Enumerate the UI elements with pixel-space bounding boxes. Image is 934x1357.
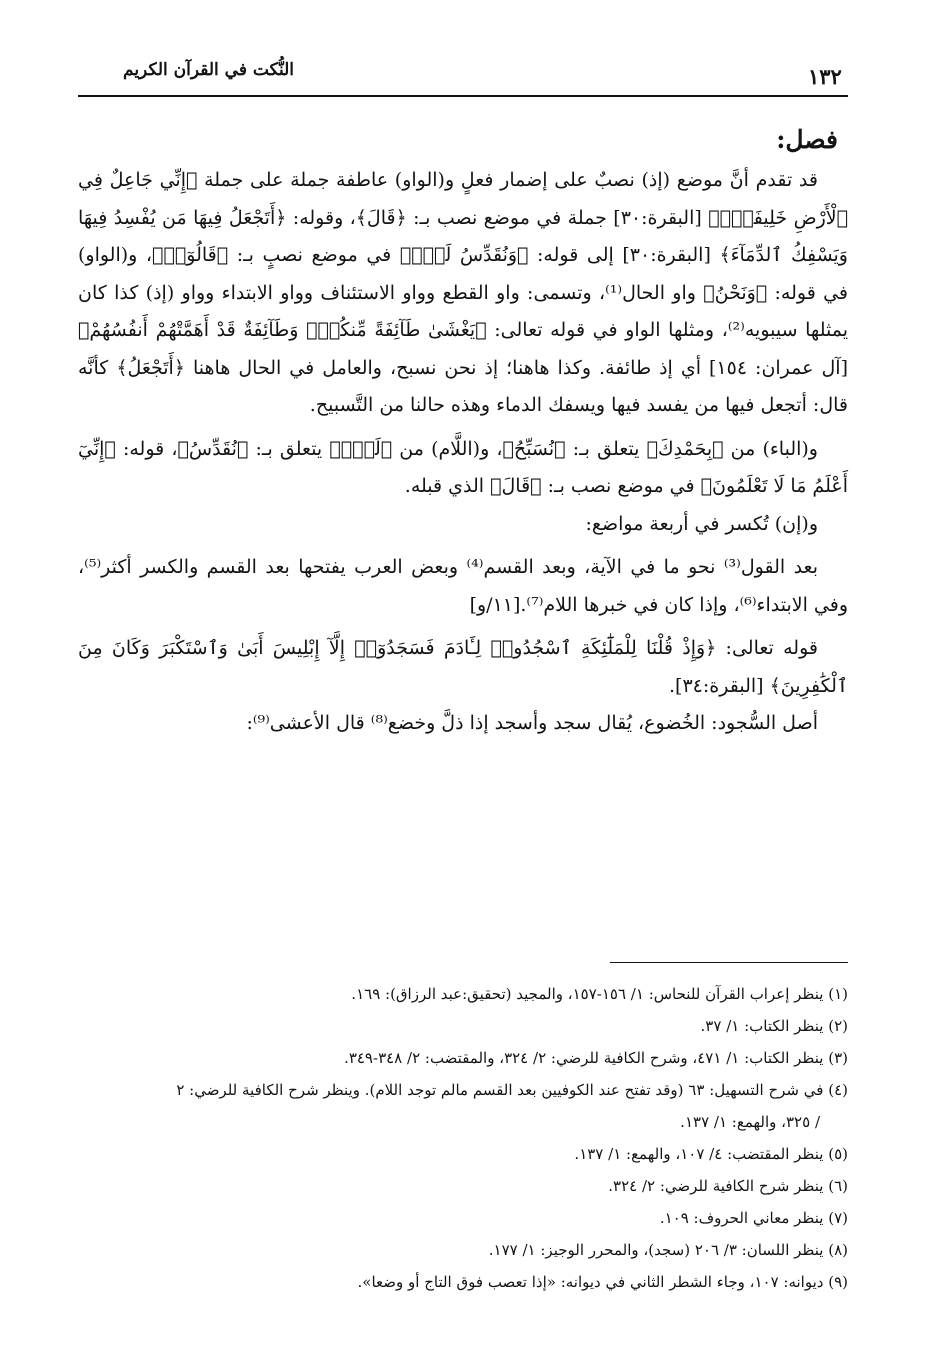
- footnote-text: ينظر شرح الكافية للرضي: ٢/ ٣٢٤.: [608, 1177, 824, 1195]
- footnote-7: [78, 1202, 848, 1234]
- footnotes: [78, 978, 848, 1298]
- footnote-number: (٥): [828, 1145, 848, 1163]
- paragraph-6: أصل السُّجود: الخُضوع، يُقال سجد وأسجد إذا ذلَّ وخضع⁽⁸⁾ قال الأعشى⁽⁹⁾:: [246, 712, 818, 734]
- footnote-number: (٣): [828, 1049, 848, 1067]
- footnote-text: ينظر معاني الحروف: ١٠٩.: [659, 1209, 824, 1227]
- footnote-number: (٩): [828, 1273, 848, 1291]
- footnote-number: (٦): [828, 1177, 848, 1195]
- footnote-9: [78, 1266, 848, 1298]
- footnote-3: [78, 1042, 848, 1074]
- footnote-1: [78, 978, 848, 1010]
- footnote-number: (٨): [828, 1241, 848, 1259]
- footnote-2: [78, 1010, 848, 1042]
- footnote-text: ديوانه: ١٠٧، وجاء الشطر الثاني في ديوانه: «إذا تعصب فوق التاج أو وضعا».: [357, 1273, 824, 1291]
- footnote-5: [78, 1138, 848, 1170]
- paragraph-2: و(الباء) من ﴿بِحَمْدِكَ﴾ يتعلق بـ: ﴿نُسَبِّحُ﴾، و(اللَّام) من ﴿لَكَۖ﴾ يتعلق بـ: ﴿نُقَدِّسُ﴾، قوله: ﴿إِنِّيٓ أَعْلَمُ مَا لَا تَعْلَمُونَ﴾ في موضع نصب بـ: ﴿قَالَ﴾ الذي قبله.: [78, 437, 848, 497]
- footnote-4: [78, 1074, 848, 1106]
- section-heading: فصل:: [776, 125, 838, 154]
- running-header-title: النُّكت في القرآن الكريم: [123, 60, 294, 80]
- paragraph-1: قد تقدم أنَّ موضع (إذ) نصبٌ على إضمار فعلٍ و(الواو) عاطفة جملة على جملة ﴿إِنِّي جَاعِلٌ فِي ٱلْأَرْضِ خَلِيفَةًۖ﴾ [البقرة:٣٠] جملة في موضع نصب بـ: ﴿قَالَ﴾، وقوله: ﴿أَتَجْعَلُ فِيهَا مَن يُفْسِدُ فِيهَا وَيَسْفِكُ ٱلدِّمَآءَ﴾ [البقرة:٣٠] إلى قوله: ﴿وَنُقَدِّسُ لَكَۖ﴾ في موضع نصبٍ بـ: ﴿قَالُوٓا۟﴾، و(الواو) في قوله: ﴿وَنَحْنُ﴾ واو الحال⁽¹⁾، وتسمى: واو القطع وواو الاستئناف وواو الابتداء وواو (إذ) كذا كان يمثلها سيبويه⁽²⁾، ومثلها الواو في قوله تعالى: ﴿يَغْشَىٰ طَآئِفَةً مِّنكُمْۖ وَطَآئِفَةٌ قَدْ أَهَمَّتْهُمْ أَنفُسُهُمْ﴾ [آل عمران: ١٥٤] أي إذ طائفة. وكذا هاهنا؛ إذ نحن نسبح، والعامل في الحال هاهنا ﴿أَتَجْعَلُ﴾ كأنَّه قال: أتجعل فيها من يفسد فيها ويسفك الدماء وهذه حالنا من التَّسبيح.: [78, 169, 848, 416]
- footnote-text: ينظر إعراب القرآن للنحاس: ١/ ١٥٦-١٥٧، والمجيد (تحقيق:عبد الرزاق): ١٦٩.: [351, 985, 824, 1003]
- footnote-number: (٢): [828, 1017, 848, 1035]
- footnote-text: في شرح التسهيل: ٦٣ (وقد تفتح عند الكوفيين بعد القسم مالم توجد اللام). وينظر شرح الكافية للرضي: ٢: [176, 1081, 824, 1099]
- paragraph-5: قوله تعالى: ﴿وَإِذْ قُلْنَا لِلْمَلَٰٓئِكَةِ ٱسْجُدُوا۟ لِـَٔادَمَ فَسَجَدُوٓا۟ إِلَّآ إِبْلِيسَ أَبَىٰ وَٱسْتَكْبَرَ وَكَانَ مِنَ ٱلْكَٰفِرِينَ﴾ [البقرة:٣٤].: [78, 637, 848, 697]
- paragraph-3: و(إن) تُكسر في أربعة مواضع:: [585, 512, 818, 535]
- header-rule: [78, 95, 848, 97]
- footnote-number: (١): [828, 985, 848, 1003]
- footnote-text: ينظر اللسان: ٣/ ٢٠٦ (سجد)، والمحرر الوجيز: ١/ ١٧٧.: [488, 1241, 824, 1259]
- footnote-number: (٤): [828, 1081, 848, 1099]
- footnote-text: ينظر الكتاب: ١/ ٣٧.: [700, 1017, 824, 1035]
- paragraph-4: بعد القول⁽³⁾ نحو ما في الآية، وبعد القسم⁽⁴⁾ وبعض العرب يفتحها بعد القسم والكسر أكثر⁽⁵⁾، وفي الابتداء⁽⁶⁾، وإذا كان في خبرها اللام⁽⁷⁾.[١١/و]: [78, 556, 848, 616]
- main-text: [78, 118, 848, 743]
- footnote-text: ينظر المقتضب: ٤/ ١٠٧، والهمع: ١/ ١٣٧.: [574, 1145, 824, 1163]
- footnote-8: [78, 1234, 848, 1266]
- footnote-text: ينظر الكتاب: ١/ ٤٧١، وشرح الكافية للرضي: ٢/ ٣٢٤، والمقتضب: ٢/ ٣٤٨-٣٤٩.: [344, 1049, 824, 1067]
- footnote-6: [78, 1170, 848, 1202]
- page-number: ١٣٢: [808, 64, 842, 89]
- footnote-4-continuation: / ٣٢٥، والهمع: ١/ ١٣٧.: [680, 1113, 820, 1131]
- footnote-rule: [610, 962, 848, 963]
- footnote-number: (٧): [828, 1209, 848, 1227]
